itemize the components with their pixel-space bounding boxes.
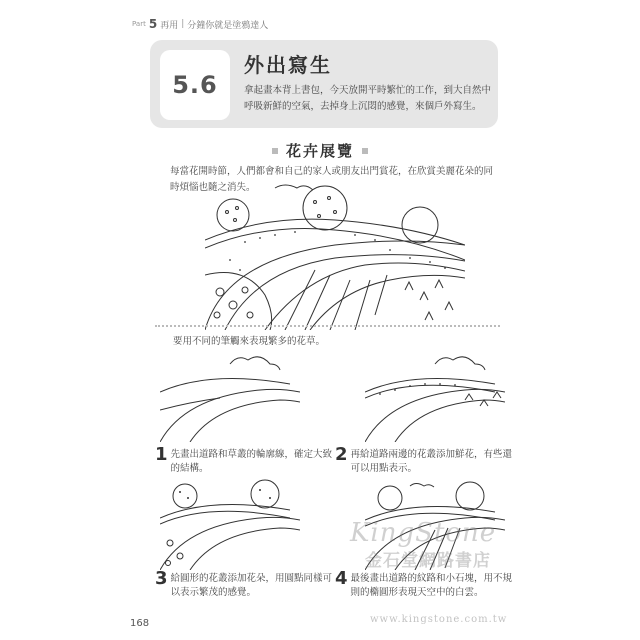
chapter-left: 再用 [160, 20, 179, 31]
section-number: 5.6 [172, 71, 218, 99]
step-4 [335, 570, 515, 600]
step-2-number: 2 [335, 444, 348, 465]
running-header [132, 17, 268, 31]
section-title: 外出寫生 [244, 53, 332, 77]
part-label: Part [132, 20, 146, 28]
step-3-number: 3 [155, 568, 168, 589]
step-3-illustration [160, 478, 300, 570]
step-2 [335, 446, 515, 476]
dotted-divider [155, 325, 500, 327]
step-1-text: 先畫出道路和草叢的輪廓線，確定大致的結構。 [170, 449, 333, 474]
step-1-number: 1 [155, 444, 168, 465]
step-3-text: 給圓形的花叢添加花朵，用圓點同樣可以表示繁茂的感覺。 [170, 573, 333, 598]
step-2-text: 再給道路兩邊的花叢添加鮮花，有些還可以用點表示。 [350, 449, 513, 474]
step-4-number: 4 [335, 568, 348, 589]
heading-square-left [272, 148, 278, 154]
watermark-name: 金石堂網路書店 [365, 551, 491, 571]
chapter-right: 分鐘你就是塗鴉達人 [187, 20, 269, 31]
step-1 [155, 446, 335, 476]
heading-square-right [362, 148, 368, 154]
page-number: 168 [130, 618, 150, 629]
step-4-text: 最後畫出道路的紋路和小石塊，用不規則的橢圓形表現天空中的白雲。 [350, 573, 513, 598]
step-1-illustration [160, 350, 300, 442]
steps-intro: 要用不同的筆觸來表現繁多的花草。 [173, 336, 326, 347]
section-number-tab [160, 50, 230, 120]
header-separator: | [181, 19, 185, 29]
subsection-paragraph: 每當花開時節，人們都會和自己的家人或朋友出門賞花，在欣賞美麗花朵的同時煩惱也隨之消失。 [170, 166, 494, 193]
step-3 [155, 570, 335, 600]
watermark-url: www.kingstone.com.tw [370, 614, 508, 625]
watermark-brand: KingStone [350, 518, 497, 548]
part-number: 5 [148, 17, 158, 31]
section-intro: 拿起畫本背上書包，今天放開平時繁忙的工作，到大自然中呼吸新鮮的空氣，去掉身上沉悶的感覺，來個戶外寫生。 [244, 85, 492, 112]
subsection-heading [0, 140, 640, 161]
step-2-illustration [365, 350, 505, 442]
flower-garden-illustration [205, 180, 465, 330]
subsection-title: 花卉展覽 [285, 142, 354, 160]
